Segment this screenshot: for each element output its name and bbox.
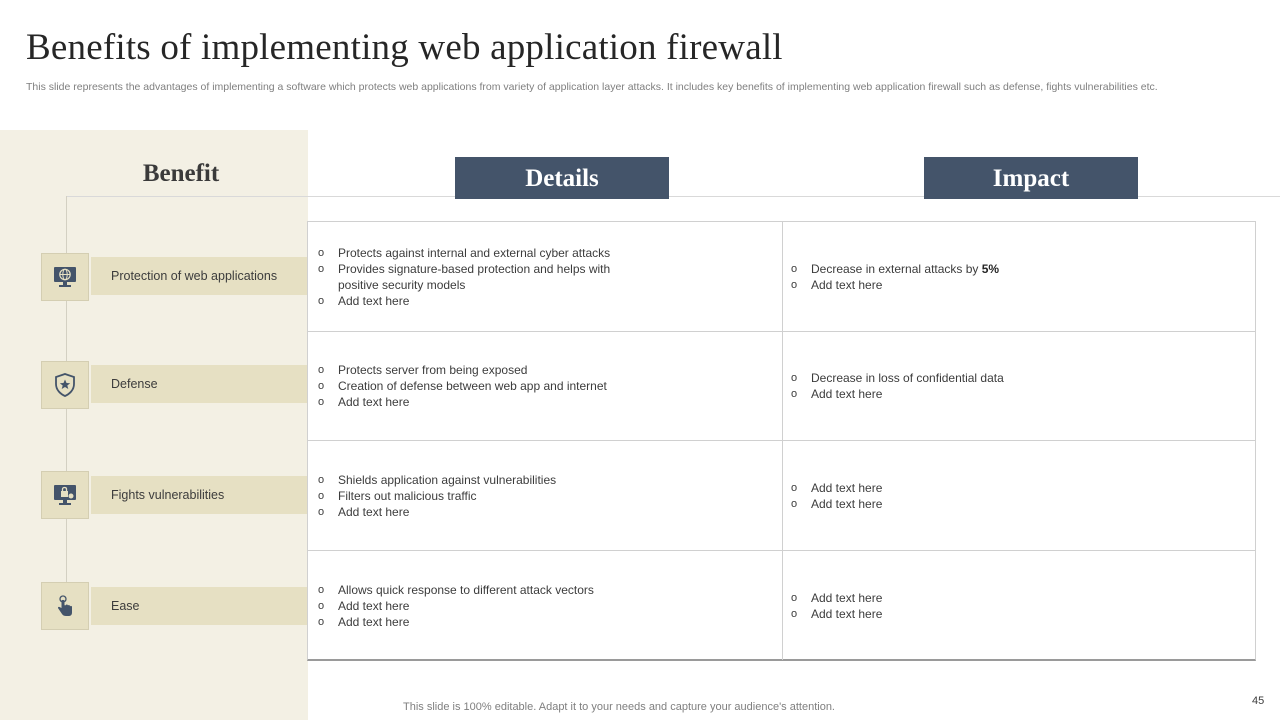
list-item: o Add text here (791, 480, 882, 496)
details-cell (318, 332, 648, 440)
impact-list (791, 590, 882, 622)
list-item: o Add text here (791, 606, 882, 622)
list-item: o Provides signature-based protection and helps with positive security models (318, 261, 648, 293)
lock-monitor-icon (41, 471, 89, 519)
list-item: o Shields application against vulnerabilities (318, 472, 556, 488)
impact-cell (791, 441, 1241, 550)
benefit-panel (0, 130, 308, 720)
touch-hand-icon (41, 582, 89, 630)
details-list (318, 472, 556, 520)
list-item: o Filters out malicious traffic (318, 488, 556, 504)
list-item: o Add text here (318, 394, 607, 410)
list-item: o Add text here (791, 590, 882, 606)
list-item: o Decrease in loss of confidential data (791, 370, 1004, 386)
details-list (318, 245, 648, 309)
list-item: o Protects against internal and external cyber attacks (318, 245, 648, 261)
impact-cell (791, 551, 1241, 660)
slide-subtitle: This slide represents the advantages of implementing a software which protects web applications from variety of application layer attacks. It includes key benefits of implementing web application firewall such as defense, fights vulnerabilities etc. (26, 81, 1158, 93)
list-item: o Creation of defense between web app and internet (318, 378, 607, 394)
impact-list (791, 480, 882, 512)
impact-list (791, 261, 999, 293)
details-cell (318, 222, 648, 331)
list-item: o Protects server from being exposed (318, 362, 607, 378)
impact-cell (791, 332, 1241, 440)
list-item: o Allows quick response to different attack vectors (318, 582, 594, 598)
column-divider (782, 222, 783, 660)
globe-monitor-icon (41, 253, 89, 301)
benefit-heading: Benefit (142, 160, 220, 187)
list-item: o Add text here (318, 614, 594, 630)
impact-header: Impact (924, 157, 1138, 199)
impact-list (791, 370, 1004, 402)
benefit-label-defense: Defense (91, 365, 308, 403)
impact-cell (791, 222, 1241, 331)
details-cell (318, 551, 648, 660)
list-item: o Add text here (318, 504, 556, 520)
list-item: o Add text here (318, 598, 594, 614)
benefit-label-vulnerabilities: Fights vulnerabilities (91, 476, 308, 514)
slide-title: Benefits of implementing web application firewall (26, 27, 783, 68)
impact-highlight: 5% (981, 261, 1000, 276)
details-list (318, 362, 607, 410)
list-item: o Add text here (791, 277, 999, 293)
benefit-label-ease: Ease (91, 587, 308, 625)
details-list (318, 582, 594, 630)
page-number: 45 (1252, 695, 1265, 707)
details-header: Details (455, 157, 669, 199)
list-item: o Decrease in external attacks by 5% (791, 261, 999, 277)
list-item: o Add text here (791, 386, 1004, 402)
slide-footer: This slide is 100% editable. Adapt it to your needs and capture your audience's attention. (403, 701, 835, 713)
details-cell (318, 441, 648, 550)
benefits-table (307, 221, 1256, 661)
benefit-label-protection: Protection of web applications (91, 257, 308, 295)
list-item: o Add text here (318, 293, 648, 309)
list-item: o Add text here (791, 496, 882, 512)
shield-star-icon (41, 361, 89, 409)
